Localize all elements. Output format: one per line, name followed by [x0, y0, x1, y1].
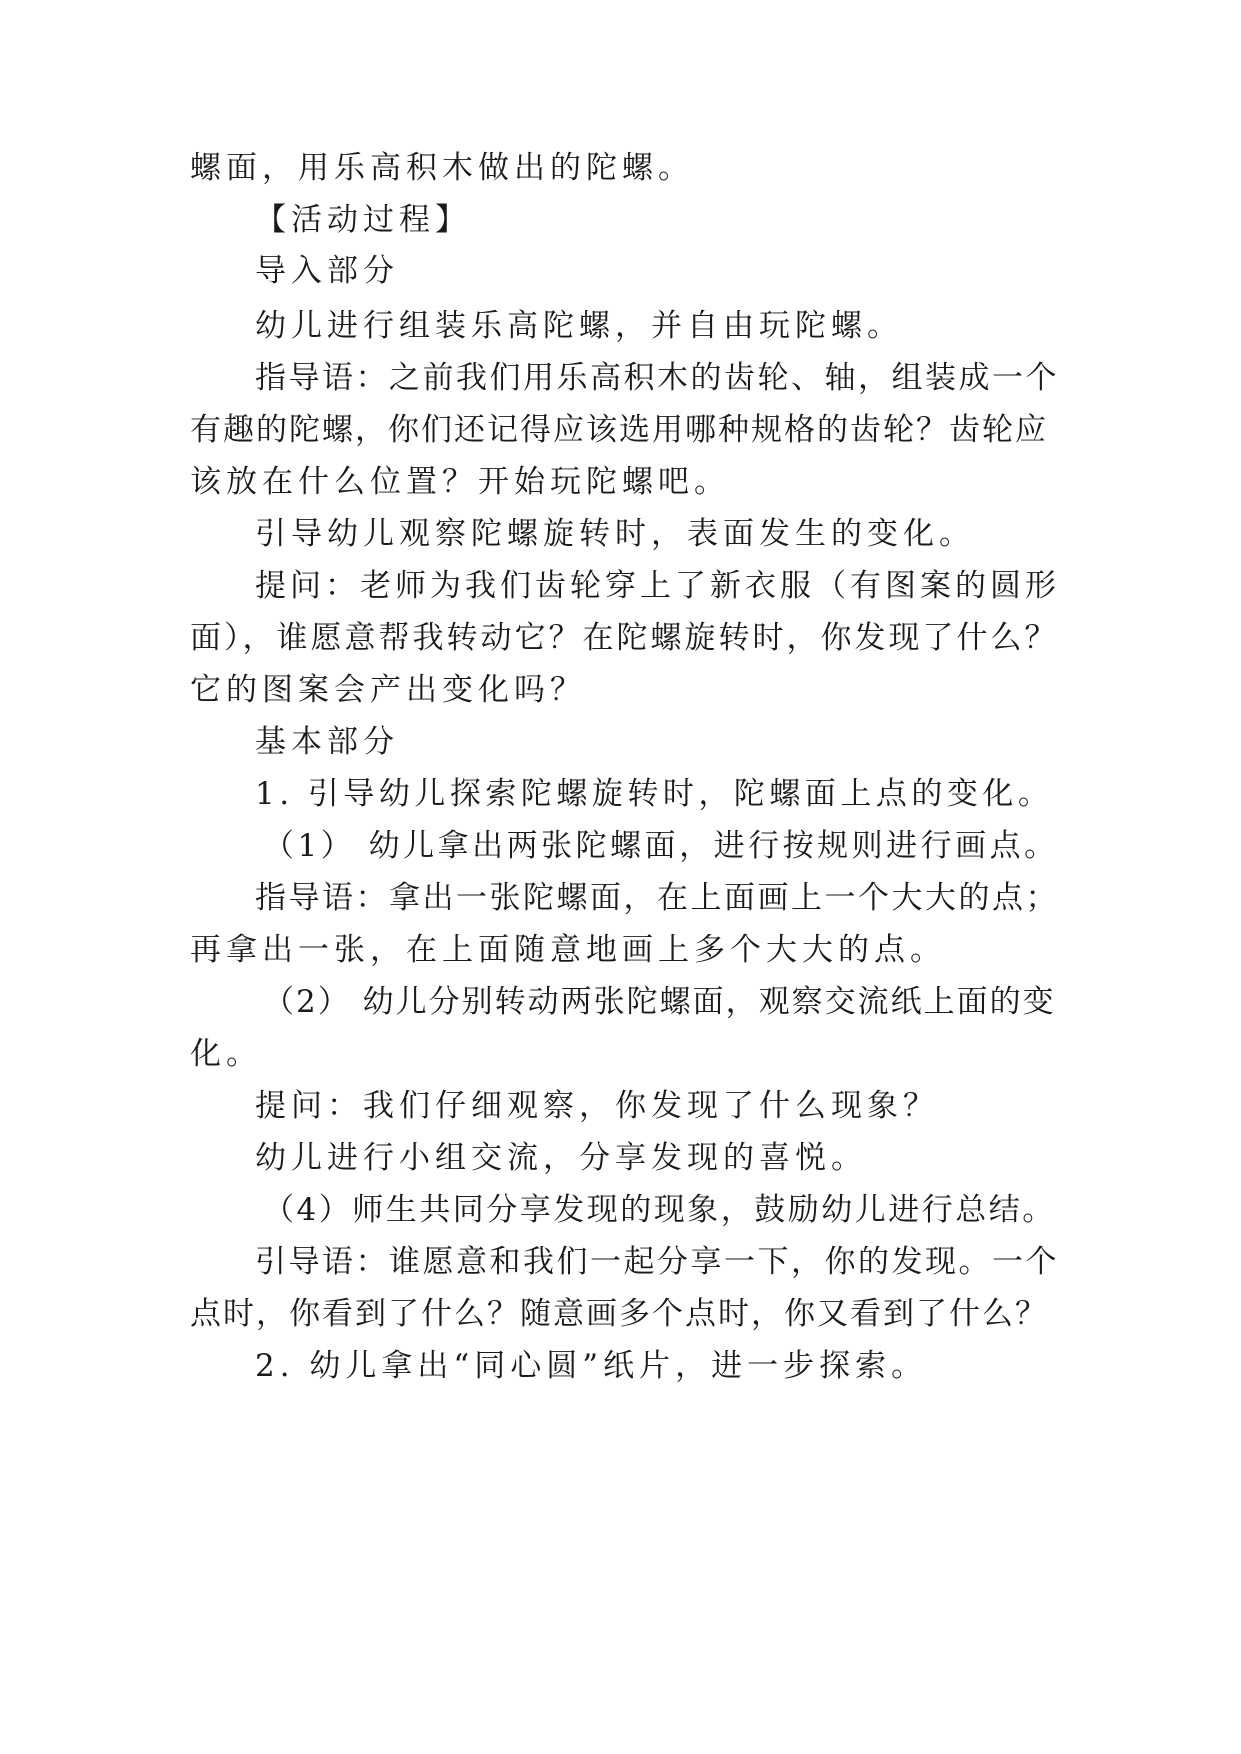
section-heading: 【活动过程】 — [255, 202, 471, 238]
paragraph-line: 有趣的陀螺，你们还记得应该选用哪种规格的齿轮？齿轮应 — [190, 412, 1048, 448]
paragraph-line: 提问：老师为我们齿轮穿上了新衣服（有图案的圆形 — [255, 568, 1060, 604]
paragraph-line: 它的图案会产出变化吗？ — [190, 672, 586, 708]
paragraph-line: 再拿出一张，在上面随意地画上多个大大的点。 — [190, 932, 946, 968]
paragraph-line: 螺面，用乐高积木做出的陀螺。 — [190, 150, 694, 186]
list-item: 2. 幼儿拿出“同心圆”纸片，进一步探索。 — [255, 1348, 928, 1384]
paragraph-line: 提问：我们仔细观察，你发现了什么现象？ — [255, 1088, 939, 1124]
paragraph-line: 指导语：之前我们用乐高积木的齿轮、轴，组装成一个 — [255, 360, 1059, 396]
list-item: （4）师生共同分享发现的现象，鼓励幼儿进行总结。 — [263, 1192, 1056, 1228]
paragraph-line: 化。 — [190, 1036, 262, 1072]
paragraph-line: 引导语：谁愿意和我们一起分享一下，你的发现。一个 — [255, 1244, 1059, 1280]
paragraph-line: 幼儿进行小组交流，分享发现的喜悦。 — [255, 1140, 867, 1176]
subsection-heading: 基本部分 — [255, 724, 399, 760]
paragraph-line: 引导幼儿观察陀螺旋转时，表面发生的变化。 — [255, 516, 975, 552]
paragraph-line: 点时，你看到了什么？随意画多个点时，你又看到了什么？ — [190, 1296, 1048, 1332]
list-item: （2） 幼儿分别转动两张陀螺面，观察交流纸上面的变 — [263, 984, 1056, 1020]
list-item: 1. 引导幼儿探索陀螺旋转时，陀螺面上点的变化。 — [255, 776, 1054, 812]
paragraph-line: 该放在什么位置？开始玩陀螺吧。 — [190, 464, 730, 500]
paragraph-line: 指导语：拿出一张陀螺面，在上面画上一个大大的点； — [255, 880, 1059, 916]
list-item: （1） 幼儿拿出两张陀螺面，进行按规则进行画点。 — [263, 828, 1059, 864]
paragraph-line: 面），谁愿意帮我转动它？在陀螺旋转时，你发现了什么？ — [190, 620, 1059, 656]
subsection-heading: 导入部分 — [255, 253, 399, 289]
paragraph-line: 幼儿进行组装乐高陀螺，并自由玩陀螺。 — [255, 308, 903, 344]
